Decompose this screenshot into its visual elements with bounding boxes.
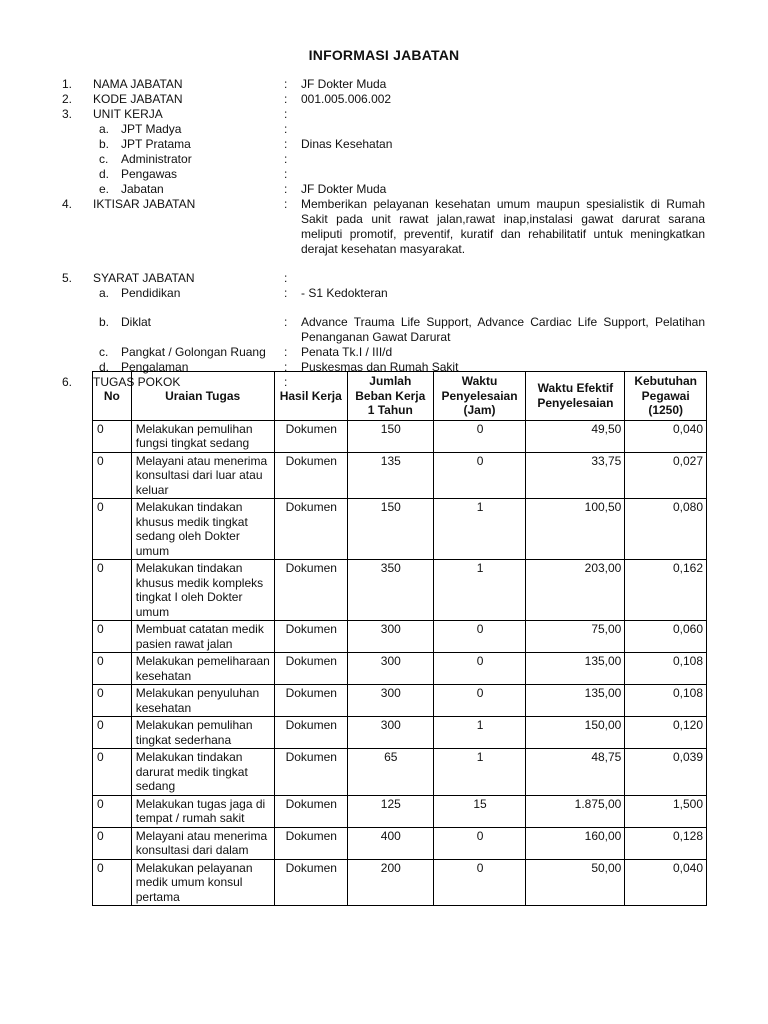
cell-efektif: 135,00 [526,685,625,717]
item-label: Pendidikan [121,286,181,300]
cell-kebutuhan: 0,060 [625,621,707,653]
table-row [93,499,707,560]
item-value: Penata Tk.I / III/d [301,345,393,359]
info-row-unit-kerja [0,107,768,122]
cell-no: 0 [93,452,132,499]
colon: : [284,137,288,151]
cell-waktu: 1 [433,499,526,560]
header-kebutuhan-pegawai: Kebutuhan Pegawai (1250) [625,372,707,421]
cell-jumlah: 125 [347,795,433,827]
header-no: No [93,372,132,421]
header-hasil-kerja: Hasil Kerja [274,372,347,421]
cell-jumlah: 65 [347,749,433,796]
item-label: Diklat [121,315,152,329]
cell-hasil: Dokumen [274,717,347,749]
cell-no: 0 [93,653,132,685]
item-number: 2. [62,92,73,106]
item-value: Memberikan pelayanan kesehatan umum maupun spesialistik di Rumah Sakit pada unit rawat jalan,rawat inap,instalasi gawat darurat sarana meliputi promotif, preventif, kuratif dan rehabilitatif untuk meningkatkan derajat kesehatan masyarakat. [301,197,705,256]
table-row [93,827,707,859]
cell-efektif: 150,00 [526,717,625,749]
cell-jumlah: 300 [347,653,433,685]
item-label: Pengawas [121,167,178,181]
item-number: 6. [62,375,73,389]
cell-efektif: 135,00 [526,653,625,685]
item-value: 001.005.006.002 [301,92,392,106]
cell-hasil: Dokumen [274,499,347,560]
colon: : [284,182,288,196]
item-value [301,152,705,167]
cell-hasil: Dokumen [274,859,347,906]
cell-no: 0 [93,499,132,560]
cell-uraian: Membuat catatan medik pasien rawat jalan [131,621,274,653]
cell-efektif: 75,00 [526,621,625,653]
item-label: JPT Madya [121,122,182,136]
table-row [93,560,707,621]
colon: : [284,77,288,91]
item-number: 3. [62,107,73,121]
cell-uraian: Melayani atau menerima konsultasi dari luar atau keluar [131,452,274,499]
item-number: 5. [62,271,73,285]
cell-kebutuhan: 0,108 [625,653,707,685]
cell-efektif: 50,00 [526,859,625,906]
cell-uraian: Melakukan pemulihan fungsi tingkat sedang [131,420,274,452]
cell-kebutuhan: 0,040 [625,420,707,452]
cell-uraian: Melakukan tindakan khusus medik tingkat sedang oleh Dokter umum [131,499,274,560]
info-subrow-jpt-madya [0,122,768,137]
item-value: JF Dokter Muda [301,182,387,196]
cell-jumlah: 400 [347,827,433,859]
info-row-syarat-jabatan [0,271,768,286]
item-value: - S1 Kedokteran [301,286,388,300]
cell-no: 0 [93,685,132,717]
cell-efektif: 48,75 [526,749,625,796]
page-title: INFORMASI JABATAN [308,47,460,63]
colon: : [284,92,288,106]
cell-waktu: 1 [433,560,526,621]
item-letter: c. [99,152,109,166]
item-value: JF Dokter Muda [301,77,387,91]
cell-hasil: Dokumen [274,685,347,717]
item-letter: d. [99,360,110,374]
cell-hasil: Dokumen [274,827,347,859]
cell-kebutuhan: 0,040 [625,859,707,906]
colon: : [284,315,288,329]
item-letter: e. [99,182,110,196]
cell-hasil: Dokumen [274,452,347,499]
cell-no: 0 [93,717,132,749]
cell-jumlah: 300 [347,717,433,749]
colon: : [284,167,288,181]
table-row [93,621,707,653]
info-subrow-pangkat [0,345,768,360]
info-subrow-pengawas [0,167,768,182]
cell-uraian: Melayani atau menerima konsultasi dari dalam [131,827,274,859]
cell-uraian: Melakukan tindakan khusus medik kompleks tingkat I oleh Dokter umum [131,560,274,621]
item-label: SYARAT JABATAN [93,271,195,285]
info-subrow-diklat [0,315,768,345]
item-letter: b. [99,315,110,329]
spacer [0,257,768,271]
cell-uraian: Melakukan pemeliharaan kesehatan [131,653,274,685]
item-letter: c. [99,345,109,359]
item-letter: d. [99,167,110,181]
table-row [93,452,707,499]
cell-efektif: 49,50 [526,420,625,452]
cell-hasil: Dokumen [274,749,347,796]
cell-waktu: 0 [433,621,526,653]
job-info-section [0,77,768,390]
cell-waktu: 0 [433,859,526,906]
table-row [93,749,707,796]
cell-jumlah: 150 [347,420,433,452]
cell-kebutuhan: 0,080 [625,499,707,560]
item-value [301,107,705,122]
cell-jumlah: 150 [347,499,433,560]
cell-uraian: Melakukan pemulihan tingkat sederhana [131,717,274,749]
cell-jumlah: 300 [347,621,433,653]
cell-hasil: Dokumen [274,653,347,685]
cell-waktu: 0 [433,452,526,499]
item-label: Administrator [121,152,192,166]
cell-kebutuhan: 1,500 [625,795,707,827]
item-label: JPT Pratama [121,137,191,151]
cell-no: 0 [93,621,132,653]
cell-hasil: Dokumen [274,560,347,621]
cell-jumlah: 300 [347,685,433,717]
cell-waktu: 1 [433,749,526,796]
cell-hasil: Dokumen [274,621,347,653]
info-row-kode-jabatan [0,92,768,107]
item-number: 1. [62,77,73,91]
info-row-iktisar-jabatan [0,197,768,257]
colon: : [284,286,288,300]
item-value: Puskesmas dan Rumah Sakit [301,360,459,374]
cell-uraian: Melakukan tugas jaga di tempat / rumah sakit [131,795,274,827]
spacer [0,301,768,315]
table-row [93,685,707,717]
item-label: UNIT KERJA [93,107,163,121]
table-row [93,653,707,685]
header-jumlah-beban-kerja: Jumlah Beban Kerja 1 Tahun [347,372,433,421]
info-subrow-jabatan [0,182,768,197]
cell-waktu: 0 [433,653,526,685]
cell-jumlah: 200 [347,859,433,906]
cell-waktu: 0 [433,420,526,452]
cell-kebutuhan: 0,128 [625,827,707,859]
cell-no: 0 [93,859,132,906]
colon: : [284,271,288,285]
table-row [93,420,707,452]
cell-waktu: 15 [433,795,526,827]
item-label: IKTISAR JABATAN [93,197,196,211]
header-uraian-tugas: Uraian Tugas [131,372,274,421]
cell-kebutuhan: 0,027 [625,452,707,499]
cell-kebutuhan: 0,120 [625,717,707,749]
colon: : [284,152,288,166]
cell-efektif: 1.875,00 [526,795,625,827]
cell-uraian: Melakukan pelayanan medik umum konsul pertama [131,859,274,906]
info-row-nama-jabatan [0,77,768,92]
cell-jumlah: 135 [347,452,433,499]
table-row [93,795,707,827]
cell-kebutuhan: 0,108 [625,685,707,717]
cell-kebutuhan: 0,039 [625,749,707,796]
cell-no: 0 [93,795,132,827]
item-letter: a. [99,122,110,136]
tasks-table [92,371,707,906]
table-row [93,859,707,906]
item-value: Advance Trauma Life Support, Advance Cardiac Life Support, Pelatihan Penanganan Gawat Darurat [301,315,705,344]
item-label: NAMA JABATAN [93,77,183,91]
colon: : [284,345,288,359]
cell-jumlah: 350 [347,560,433,621]
cell-hasil: Dokumen [274,795,347,827]
item-value: Dinas Kesehatan [301,137,393,151]
cell-efektif: 33,75 [526,452,625,499]
item-letter: a. [99,286,110,300]
cell-waktu: 0 [433,685,526,717]
colon: : [284,360,288,374]
cell-hasil: Dokumen [274,420,347,452]
cell-waktu: 1 [433,717,526,749]
item-value [301,167,705,182]
cell-uraian: Melakukan tindakan darurat medik tingkat sedang [131,749,274,796]
colon: : [284,107,288,121]
item-letter: b. [99,137,110,151]
colon: : [284,197,288,211]
cell-kebutuhan: 0,162 [625,560,707,621]
header-waktu-efektif: Waktu Efektif Penyelesaian [526,372,625,421]
info-subrow-jpt-pratama [0,137,768,152]
item-value [301,271,705,286]
cell-efektif: 160,00 [526,827,625,859]
colon: : [284,375,288,389]
item-label: Jabatan [121,182,164,196]
item-number: 4. [62,197,73,211]
cell-efektif: 100,50 [526,499,625,560]
header-waktu-penyelesaian: Waktu Penyelesaian (Jam) [433,372,526,421]
cell-no: 0 [93,827,132,859]
cell-waktu: 0 [433,827,526,859]
colon: : [284,122,288,136]
item-value [301,122,705,137]
item-label: Pengalaman [121,360,189,374]
item-label: Pangkat / Golongan Ruang [121,345,266,359]
item-label: KODE JABATAN [93,92,183,106]
item-label: TUGAS POKOK [93,375,181,389]
table-header-row [93,372,707,421]
cell-no: 0 [93,560,132,621]
cell-efektif: 203,00 [526,560,625,621]
cell-no: 0 [93,749,132,796]
cell-uraian: Melakukan penyuluhan kesehatan [131,685,274,717]
table-row [93,717,707,749]
info-subrow-administrator [0,152,768,167]
info-subrow-pendidikan [0,286,768,301]
cell-no: 0 [93,420,132,452]
